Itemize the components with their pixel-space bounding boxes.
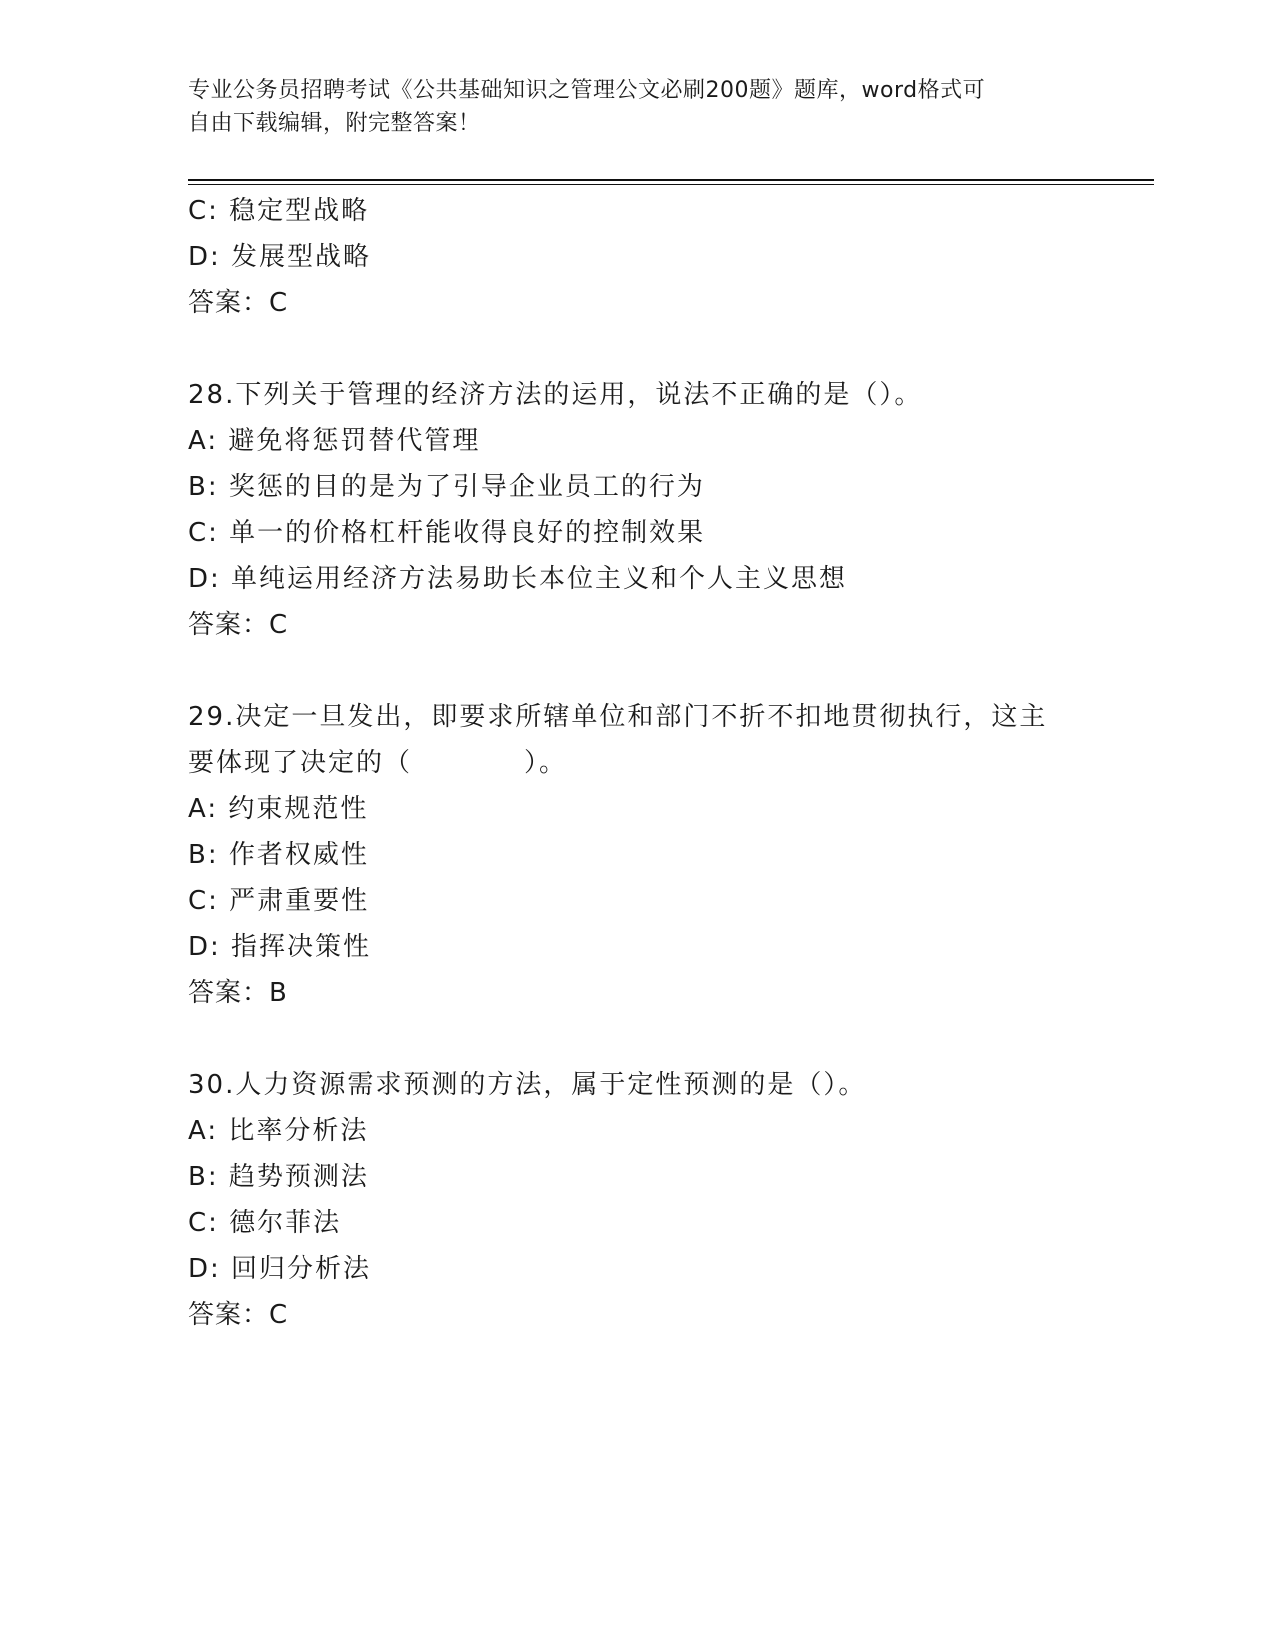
option-d: D: 指挥决策性	[188, 932, 372, 962]
header-title-line-2: 自由下载编辑，附完整答案！	[188, 111, 481, 136]
document-header	[188, 74, 1088, 140]
question-stem-line-1: 29.决定一旦发出，即要求所辖单位和部门不折不扣地贯彻执行，这主	[188, 702, 1048, 732]
question-27	[188, 188, 1148, 326]
header-title-line-1: 专业公务员招聘考试《公共基础知识之管理公文必刷200题》题库，word格式可	[188, 78, 986, 103]
option-b: B: 奖惩的目的是为了引导企业员工的行为	[188, 472, 705, 502]
option-c: C: 德尔菲法	[188, 1208, 342, 1238]
question-stem: 30.人力资源需求预测的方法，属于定性预测的是（）。	[188, 1070, 867, 1100]
question-stem-line-2: 要体现了决定的（ ）。	[188, 748, 568, 778]
option-a: A: 约束规范性	[188, 794, 369, 824]
question-29	[188, 694, 1148, 1016]
option-a: A: 比率分析法	[188, 1116, 369, 1146]
option-b: B: 作者权威性	[188, 840, 369, 870]
header-divider-thin	[188, 184, 1154, 185]
option-b: B: 趋势预测法	[188, 1162, 369, 1192]
spacer	[188, 326, 1148, 372]
question-30	[188, 1062, 1148, 1338]
answer-label: 答案：B	[188, 978, 288, 1008]
answer-label: 答案：C	[188, 1300, 289, 1330]
option-a: A: 避免将惩罚替代管理	[188, 426, 481, 456]
spacer	[188, 648, 1148, 694]
option-c: C: 稳定型战略	[188, 196, 370, 226]
header-divider-thick	[188, 179, 1154, 181]
answer-label: 答案：C	[188, 610, 289, 640]
option-d: D: 发展型战略	[188, 242, 372, 272]
option-c: C: 严肃重要性	[188, 886, 370, 916]
question-28	[188, 372, 1148, 648]
question-stem: 28.下列关于管理的经济方法的运用，说法不正确的是（）。	[188, 380, 923, 410]
answer-label: 答案：C	[188, 288, 289, 318]
spacer	[188, 1016, 1148, 1062]
option-d: D: 回归分析法	[188, 1254, 372, 1284]
question-list	[188, 188, 1148, 1338]
option-d: D: 单纯运用经济方法易助长本位主义和个人主义思想	[188, 564, 848, 594]
option-c: C: 单一的价格杠杆能收得良好的控制效果	[188, 518, 706, 548]
